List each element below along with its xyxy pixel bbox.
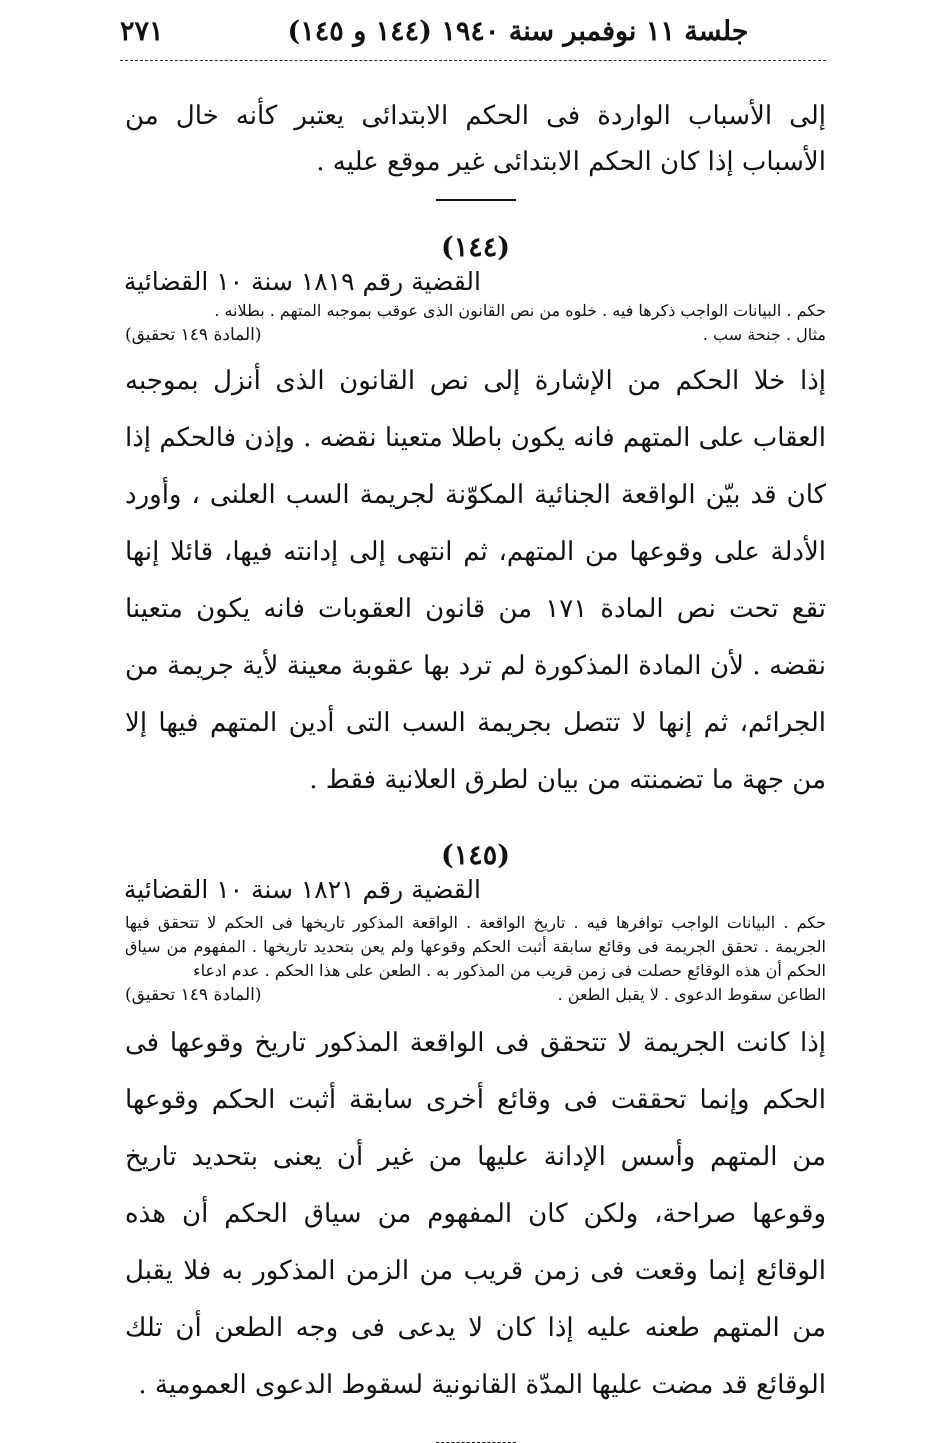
case-number: (١٤٤) xyxy=(440,232,511,263)
header-rule xyxy=(120,60,826,61)
case-summary-last: مثال . جنحة سب . xyxy=(702,325,826,344)
case-body: إذا خلا الحكم من الإشارة إلى نص القانون الذى أنزل بموجبه العقاب على المتهم فانه يكون باطلا متعينا نقضه . وإذن فالحكم إذا كان قد بيّن الواقعة الجنائية المكوّنة لجريمة السب العلنى ، وأورد الأدلة على وقوعها من المتهم، ثم انتهى إلى إدانته فيها، قائلا إنها تقع تحت نص المادة ١٧١ من قانون العقوبات فانه يكون متعينا نقضه . لأن المادة المذكورة لم ترد بها عقوبة معينة لأية جريمة من الجرائم، ثم إنها لا تتصل بجريمة السب التى أدين المتهم فيها إلا من جهة ما تضمنته من بيان لطرق العلانية فقط . xyxy=(125,366,826,795)
intro-paragraph: إلى الأسباب الواردة فى الحكم الابتدائى يعتبر كأنه خال من الأسباب إذا كان الحكم الابتدائى غير موقع عليه . xyxy=(125,101,826,177)
case-summary-closing xyxy=(125,983,826,1007)
case-summary: حكم . البيانات الواجب ذكرها فيه . خلوه من نص القانون الذى عوقب بموجبه المتهم . بطلانه . xyxy=(214,301,826,320)
page-number: ٢٧١ xyxy=(120,16,164,47)
case-number: (١٤٥) xyxy=(440,840,511,871)
case-summary: حكم . البيانات الواجب توافرها فيه . تاريخ الواقعة . الواقعة المذكور تاريخها فى الحكم لا تتحقق فيها الجريمة . تحقق الجريمة فى وقائع سابقة أثبت الحكم وقوعها ولم يعن بتحديد تاريخها . المفهوم من سياق الحكم أن هذه الوقائع حصلت فى زمن قريب من المذكور به . الطعن على هذا الحكم . عدم ادعاء xyxy=(125,913,826,980)
case-body: إذا كانت الجريمة لا تتحقق فى الواقعة المذكور تاريخ وقوعها فى الحكم وإنما تحققت فى وقائع أخرى سابقة أثبت الحكم وقوعها من المتهم وأسس الإدانة عليها من غير أن يعنى بتحديد تاريخ وقوعها صراحة، ولكن كان المفهوم من سياق الحكم أن هذه الوقائع إنما وقعت فى زمن قريب من الزمن المذكور به فلا يقبل من المتهم طعنه عليه إذا كان لا يدعى فى وجه الطعن أن تلك الوقائع قد مضت عليها المدّة القانونية لسقوط الدعوى العمومية . xyxy=(125,1028,826,1400)
session-title: جلسة ١١ نوفمبر سنة ١٩٤٠ (١٤٤ و ١٤٥) xyxy=(287,16,749,47)
page-header xyxy=(120,16,826,56)
case-summary-last: الطاعن سقوط الدعوى . لا يقبل الطعن . xyxy=(557,985,826,1004)
case-reference: القضية رقم ١٨١٩ سنة ١٠ القضائية xyxy=(123,267,481,296)
article-reference: (المادة ١٤٩ تحقيق) xyxy=(125,325,262,345)
article-reference: (المادة ١٤٩ تحقيق) xyxy=(125,985,262,1005)
case-reference: القضية رقم ١٨٢١ سنة ١٠ القضائية xyxy=(123,875,481,904)
case-summary-closing xyxy=(125,323,826,347)
